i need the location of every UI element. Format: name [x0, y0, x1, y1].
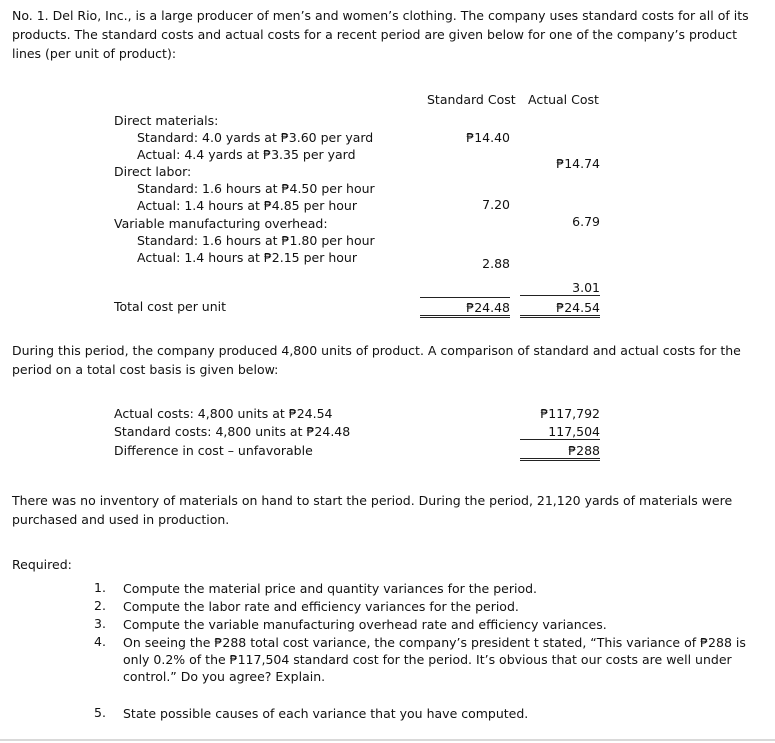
required-item-number: 1.: [94, 580, 106, 595]
overhead-actual-line: Actual: 1.4 hours at ₱2.15 per hour: [137, 250, 357, 265]
header-standard-cost: Standard Cost: [427, 92, 516, 107]
section-label-labor: Direct labor:: [114, 164, 192, 179]
section-label-materials: Direct materials:: [114, 113, 219, 128]
materials-actual-line: Actual: 4.4 yards at ₱3.35 per yard: [137, 147, 356, 162]
total-cost-label: Total cost per unit: [114, 299, 227, 314]
comparison-standard-label: Standard costs: 4,800 units at ₱24.48: [114, 424, 351, 439]
standard-subtotal-rule: [420, 297, 510, 298]
labor-standard-value: 7.20: [482, 197, 510, 212]
inventory-paragraph: There was no inventory of materials on hand to start the period. During the period, 21,120 yards of materials were purchased and used in production.: [12, 493, 733, 527]
required-item-number: 2.: [94, 598, 106, 613]
required-item-text: Compute the labor rate and efficiency variances for the period.: [123, 599, 519, 614]
labor-actual-line: Actual: 1.4 hours at ₱4.85 per hour: [137, 198, 357, 213]
materials-standard-line: Standard: 4.0 yards at ₱3.60 per yard: [137, 130, 374, 145]
header-actual-cost: Actual Cost: [528, 92, 599, 107]
overhead-actual-value: 3.01: [520, 280, 600, 296]
comparison-difference-value: ₱288: [520, 443, 600, 461]
section-label-overhead: Variable manufacturing overhead:: [114, 216, 328, 231]
intro-paragraph: No. 1. Del Rio, Inc., is a large producer of men’s and women’s clothing. The company uses standard costs for all of its products. The standard costs and actual costs for a recent period are given below for one of the company’s product lines (per unit of product):: [12, 8, 749, 61]
total-standard-value: ₱24.48: [420, 300, 510, 318]
labor-standard-line: Standard: 1.6 hours at ₱4.50 per hour: [137, 181, 375, 196]
comparison-difference-label: Difference in cost – unfavorable: [114, 443, 313, 458]
required-item-text: On seeing the ₱288 total cost variance, the company’s president t stated, “This variance of ₱288 is only 0.2% of the ₱117,504 standard cost for the period. It’s obvious that our costs are well under control.” Do you agree? Explain.: [123, 635, 746, 684]
overhead-standard-value: 2.88: [482, 256, 510, 271]
period-paragraph: During this period, the company produced 4,800 units of product. A comparison of standard and actual costs for the period on a total cost basis is given below:: [12, 343, 741, 377]
required-item-number: 4.: [94, 634, 106, 649]
required-item-number: 3.: [94, 616, 106, 631]
required-item-text: Compute the variable manufacturing overhead rate and efficiency variances.: [123, 617, 607, 632]
required-item-text: State possible causes of each variance that you have computed.: [123, 706, 529, 721]
materials-actual-value: ₱14.74: [556, 156, 600, 171]
required-heading: Required:: [12, 557, 72, 572]
required-item-number: 5.: [94, 705, 106, 720]
comparison-standard-value: 117,504: [520, 424, 600, 440]
bottom-divider: [0, 739, 775, 741]
labor-actual-value: 6.79: [572, 214, 600, 229]
materials-standard-value: ₱14.40: [466, 130, 510, 145]
comparison-actual-value: ₱117,792: [540, 406, 600, 421]
comparison-actual-label: Actual costs: 4,800 units at ₱24.54: [114, 406, 333, 421]
total-actual-value: ₱24.54: [520, 300, 600, 318]
required-item-text: Compute the material price and quantity variances for the period.: [123, 581, 538, 596]
overhead-standard-line: Standard: 1.6 hours at ₱1.80 per hour: [137, 233, 375, 248]
